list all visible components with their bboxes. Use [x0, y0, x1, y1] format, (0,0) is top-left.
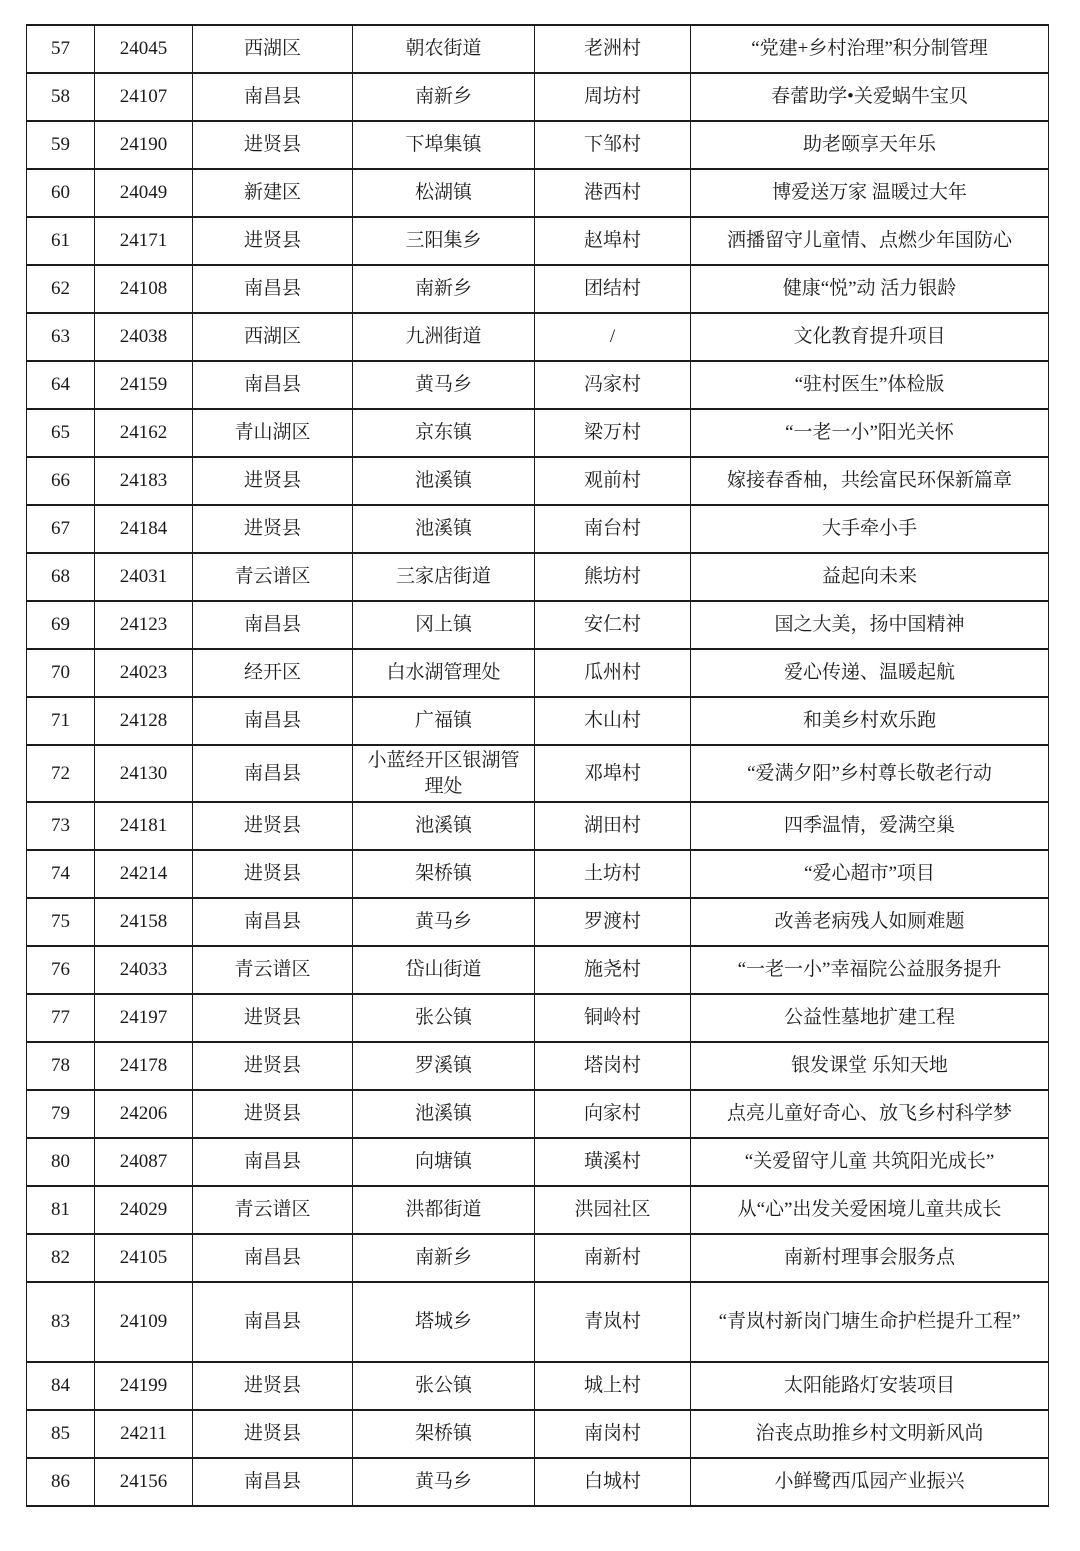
cell-village: 赵埠村 [535, 217, 691, 265]
table-row [27, 802, 1049, 850]
cell-district: 南昌县 [193, 1138, 353, 1186]
cell-project-code: 24105 [95, 1234, 193, 1282]
projects-table [26, 24, 1049, 1507]
cell-project-code: 24183 [95, 457, 193, 505]
cell-project-name: 点亮儿童好奇心、放飞乡村科学梦 [691, 1090, 1049, 1138]
cell-village: 安仁村 [535, 601, 691, 649]
cell-row-number: 59 [27, 121, 95, 169]
cell-row-number: 69 [27, 601, 95, 649]
cell-row-number: 66 [27, 457, 95, 505]
cell-town: 架桥镇 [353, 1410, 535, 1458]
cell-row-number: 79 [27, 1090, 95, 1138]
cell-town: 南新乡 [353, 73, 535, 121]
cell-town: 南新乡 [353, 265, 535, 313]
table-row [27, 1138, 1049, 1186]
cell-row-number: 82 [27, 1234, 95, 1282]
table-row [27, 1042, 1049, 1090]
cell-row-number: 60 [27, 169, 95, 217]
cell-district: 进贤县 [193, 1410, 353, 1458]
cell-project-name: 春蕾助学•关爱蜗牛宝贝 [691, 73, 1049, 121]
cell-row-number: 71 [27, 697, 95, 745]
cell-row-number: 62 [27, 265, 95, 313]
cell-district: 西湖区 [193, 313, 353, 361]
cell-town: 罗溪镇 [353, 1042, 535, 1090]
table-row [27, 1234, 1049, 1282]
cell-row-number: 68 [27, 553, 95, 601]
table-row [27, 601, 1049, 649]
cell-project-name: 爱心传递、温暖起航 [691, 649, 1049, 697]
cell-village: 青岚村 [535, 1282, 691, 1362]
cell-district: 进贤县 [193, 994, 353, 1042]
table-row [27, 169, 1049, 217]
cell-project-code: 24156 [95, 1458, 193, 1506]
table-row [27, 505, 1049, 553]
cell-village: 老洲村 [535, 25, 691, 73]
cell-town: 张公镇 [353, 1362, 535, 1410]
cell-district: 南昌县 [193, 1282, 353, 1362]
cell-village: 团结村 [535, 265, 691, 313]
table-row [27, 73, 1049, 121]
cell-town: 架桥镇 [353, 850, 535, 898]
cell-village: 港西村 [535, 169, 691, 217]
cell-town: 池溪镇 [353, 457, 535, 505]
cell-project-code: 24128 [95, 697, 193, 745]
cell-town: 岱山街道 [353, 946, 535, 994]
cell-town: 三阳集乡 [353, 217, 535, 265]
cell-district: 青云谱区 [193, 553, 353, 601]
cell-district: 经开区 [193, 649, 353, 697]
cell-project-code: 24108 [95, 265, 193, 313]
cell-project-name: “驻村医生”体检版 [691, 361, 1049, 409]
cell-district: 进贤县 [193, 1362, 353, 1410]
cell-district: 进贤县 [193, 1042, 353, 1090]
cell-row-number: 81 [27, 1186, 95, 1234]
cell-row-number: 67 [27, 505, 95, 553]
cell-town: 京东镇 [353, 409, 535, 457]
cell-village: 璜溪村 [535, 1138, 691, 1186]
cell-project-name: 健康“悦”动 活力银龄 [691, 265, 1049, 313]
cell-village: 塔岗村 [535, 1042, 691, 1090]
cell-project-name: 四季温情，爱满空巢 [691, 802, 1049, 850]
table-row [27, 25, 1049, 73]
cell-project-name: 南新村理事会服务点 [691, 1234, 1049, 1282]
cell-row-number: 85 [27, 1410, 95, 1458]
cell-project-code: 24159 [95, 361, 193, 409]
table-row [27, 898, 1049, 946]
cell-project-name: “青岚村新岗门塘生命护栏提升工程” [691, 1282, 1049, 1362]
table-row [27, 265, 1049, 313]
projects-table-body [27, 25, 1049, 1506]
cell-town: 朝农街道 [353, 25, 535, 73]
cell-village: 南新村 [535, 1234, 691, 1282]
cell-project-name: “一老一小”阳光关怀 [691, 409, 1049, 457]
cell-town: 池溪镇 [353, 802, 535, 850]
cell-village: 瓜州村 [535, 649, 691, 697]
cell-row-number: 83 [27, 1282, 95, 1362]
cell-village: 湖田村 [535, 802, 691, 850]
cell-project-code: 24211 [95, 1410, 193, 1458]
cell-project-code: 24214 [95, 850, 193, 898]
cell-project-code: 24206 [95, 1090, 193, 1138]
cell-village: 邓埠村 [535, 745, 691, 802]
cell-town: 冈上镇 [353, 601, 535, 649]
cell-town: 黄马乡 [353, 1458, 535, 1506]
cell-district: 进贤县 [193, 457, 353, 505]
cell-town: 池溪镇 [353, 505, 535, 553]
cell-village: 梁万村 [535, 409, 691, 457]
cell-project-code: 24199 [95, 1362, 193, 1410]
cell-village: 周坊村 [535, 73, 691, 121]
cell-project-code: 24158 [95, 898, 193, 946]
cell-village: 白城村 [535, 1458, 691, 1506]
cell-row-number: 86 [27, 1458, 95, 1506]
table-row [27, 409, 1049, 457]
cell-district: 进贤县 [193, 850, 353, 898]
cell-village: 洪园社区 [535, 1186, 691, 1234]
cell-village: 施尧村 [535, 946, 691, 994]
cell-row-number: 84 [27, 1362, 95, 1410]
cell-district: 青云谱区 [193, 946, 353, 994]
table-row [27, 1362, 1049, 1410]
cell-village: 向家村 [535, 1090, 691, 1138]
cell-district: 西湖区 [193, 25, 353, 73]
cell-village: 南台村 [535, 505, 691, 553]
cell-project-name: “一老一小”幸福院公益服务提升 [691, 946, 1049, 994]
cell-town: 黄马乡 [353, 361, 535, 409]
cell-project-code: 24029 [95, 1186, 193, 1234]
cell-project-code: 24178 [95, 1042, 193, 1090]
cell-project-name: “爱心超市”项目 [691, 850, 1049, 898]
cell-project-code: 24049 [95, 169, 193, 217]
table-row [27, 994, 1049, 1042]
table-row [27, 946, 1049, 994]
cell-project-code: 24023 [95, 649, 193, 697]
cell-district: 进贤县 [193, 1090, 353, 1138]
cell-village: / [535, 313, 691, 361]
table-row [27, 850, 1049, 898]
cell-row-number: 63 [27, 313, 95, 361]
cell-district: 南昌县 [193, 265, 353, 313]
cell-village: 冯家村 [535, 361, 691, 409]
cell-town: 九洲街道 [353, 313, 535, 361]
cell-row-number: 73 [27, 802, 95, 850]
cell-row-number: 70 [27, 649, 95, 697]
cell-project-code: 24107 [95, 73, 193, 121]
cell-town: 黄马乡 [353, 898, 535, 946]
table-row [27, 313, 1049, 361]
cell-project-name: 益起向未来 [691, 553, 1049, 601]
cell-town: 小蓝经开区银湖管理处 [353, 745, 535, 802]
cell-district: 南昌县 [193, 601, 353, 649]
cell-row-number: 77 [27, 994, 95, 1042]
cell-project-code: 24031 [95, 553, 193, 601]
cell-village: 熊坊村 [535, 553, 691, 601]
cell-row-number: 64 [27, 361, 95, 409]
cell-town: 三家店街道 [353, 553, 535, 601]
cell-village: 铜岭村 [535, 994, 691, 1042]
cell-project-code: 24123 [95, 601, 193, 649]
cell-project-name: 银发课堂 乐知天地 [691, 1042, 1049, 1090]
cell-town: 洪都街道 [353, 1186, 535, 1234]
cell-project-name: 助老颐享天年乐 [691, 121, 1049, 169]
table-row [27, 1282, 1049, 1362]
cell-project-name: 小鲜鹭西瓜园产业振兴 [691, 1458, 1049, 1506]
cell-district: 南昌县 [193, 1234, 353, 1282]
cell-row-number: 75 [27, 898, 95, 946]
cell-project-code: 24181 [95, 802, 193, 850]
cell-project-name: 和美乡村欢乐跑 [691, 697, 1049, 745]
cell-district: 南昌县 [193, 361, 353, 409]
cell-project-name: 改善老病残人如厕难题 [691, 898, 1049, 946]
cell-project-name: 文化教育提升项目 [691, 313, 1049, 361]
cell-project-code: 24033 [95, 946, 193, 994]
cell-project-code: 24171 [95, 217, 193, 265]
cell-village: 木山村 [535, 697, 691, 745]
table-row [27, 745, 1049, 802]
cell-town: 松湖镇 [353, 169, 535, 217]
cell-town: 下埠集镇 [353, 121, 535, 169]
table-row [27, 1458, 1049, 1506]
cell-district: 进贤县 [193, 802, 353, 850]
cell-district: 进贤县 [193, 121, 353, 169]
cell-project-name: 公益性墓地扩建工程 [691, 994, 1049, 1042]
cell-district: 南昌县 [193, 898, 353, 946]
table-row [27, 1410, 1049, 1458]
cell-town: 向塘镇 [353, 1138, 535, 1186]
cell-project-name: 从“心”出发关爱困境儿童共成长 [691, 1186, 1049, 1234]
cell-village: 土坊村 [535, 850, 691, 898]
cell-project-name: 大手牵小手 [691, 505, 1049, 553]
table-row [27, 1186, 1049, 1234]
cell-district: 南昌县 [193, 697, 353, 745]
cell-row-number: 76 [27, 946, 95, 994]
cell-row-number: 61 [27, 217, 95, 265]
cell-district: 南昌县 [193, 745, 353, 802]
cell-row-number: 78 [27, 1042, 95, 1090]
cell-district: 进贤县 [193, 217, 353, 265]
cell-town: 广福镇 [353, 697, 535, 745]
table-row [27, 1090, 1049, 1138]
cell-project-code: 24197 [95, 994, 193, 1042]
cell-row-number: 65 [27, 409, 95, 457]
cell-project-code: 24162 [95, 409, 193, 457]
cell-project-code: 24045 [95, 25, 193, 73]
cell-village: 罗渡村 [535, 898, 691, 946]
cell-district: 青山湖区 [193, 409, 353, 457]
table-row [27, 361, 1049, 409]
cell-row-number: 80 [27, 1138, 95, 1186]
cell-project-name: 国之大美，扬中国精神 [691, 601, 1049, 649]
cell-village: 南岗村 [535, 1410, 691, 1458]
cell-village: 观前村 [535, 457, 691, 505]
table-row [27, 217, 1049, 265]
table-row [27, 121, 1049, 169]
cell-town: 南新乡 [353, 1234, 535, 1282]
cell-town: 白水湖管理处 [353, 649, 535, 697]
cell-town: 张公镇 [353, 994, 535, 1042]
cell-project-name: “关爱留守儿童 共筑阳光成长” [691, 1138, 1049, 1186]
cell-project-name: 太阳能路灯安装项目 [691, 1362, 1049, 1410]
cell-district: 青云谱区 [193, 1186, 353, 1234]
table-row [27, 649, 1049, 697]
table-row [27, 553, 1049, 601]
cell-district: 南昌县 [193, 1458, 353, 1506]
cell-project-name: 嫁接春香柚，共绘富民环保新篇章 [691, 457, 1049, 505]
cell-row-number: 72 [27, 745, 95, 802]
cell-project-code: 24184 [95, 505, 193, 553]
cell-village: 下邹村 [535, 121, 691, 169]
cell-project-code: 24190 [95, 121, 193, 169]
cell-project-code: 24130 [95, 745, 193, 802]
cell-project-code: 24038 [95, 313, 193, 361]
cell-project-name: 洒播留守儿童情、点燃少年国防心 [691, 217, 1049, 265]
cell-project-name: “爱满夕阳”乡村尊长敬老行动 [691, 745, 1049, 802]
cell-row-number: 58 [27, 73, 95, 121]
cell-town: 塔城乡 [353, 1282, 535, 1362]
cell-row-number: 74 [27, 850, 95, 898]
cell-row-number: 57 [27, 25, 95, 73]
cell-village: 城上村 [535, 1362, 691, 1410]
cell-town: 池溪镇 [353, 1090, 535, 1138]
table-row [27, 697, 1049, 745]
cell-project-code: 24109 [95, 1282, 193, 1362]
cell-project-name: “党建+乡村治理”积分制管理 [691, 25, 1049, 73]
cell-project-code: 24087 [95, 1138, 193, 1186]
table-row [27, 457, 1049, 505]
cell-district: 南昌县 [193, 73, 353, 121]
cell-district: 进贤县 [193, 505, 353, 553]
cell-project-name: 治丧点助推乡村文明新风尚 [691, 1410, 1049, 1458]
cell-district: 新建区 [193, 169, 353, 217]
cell-project-name: 博爱送万家 温暖过大年 [691, 169, 1049, 217]
